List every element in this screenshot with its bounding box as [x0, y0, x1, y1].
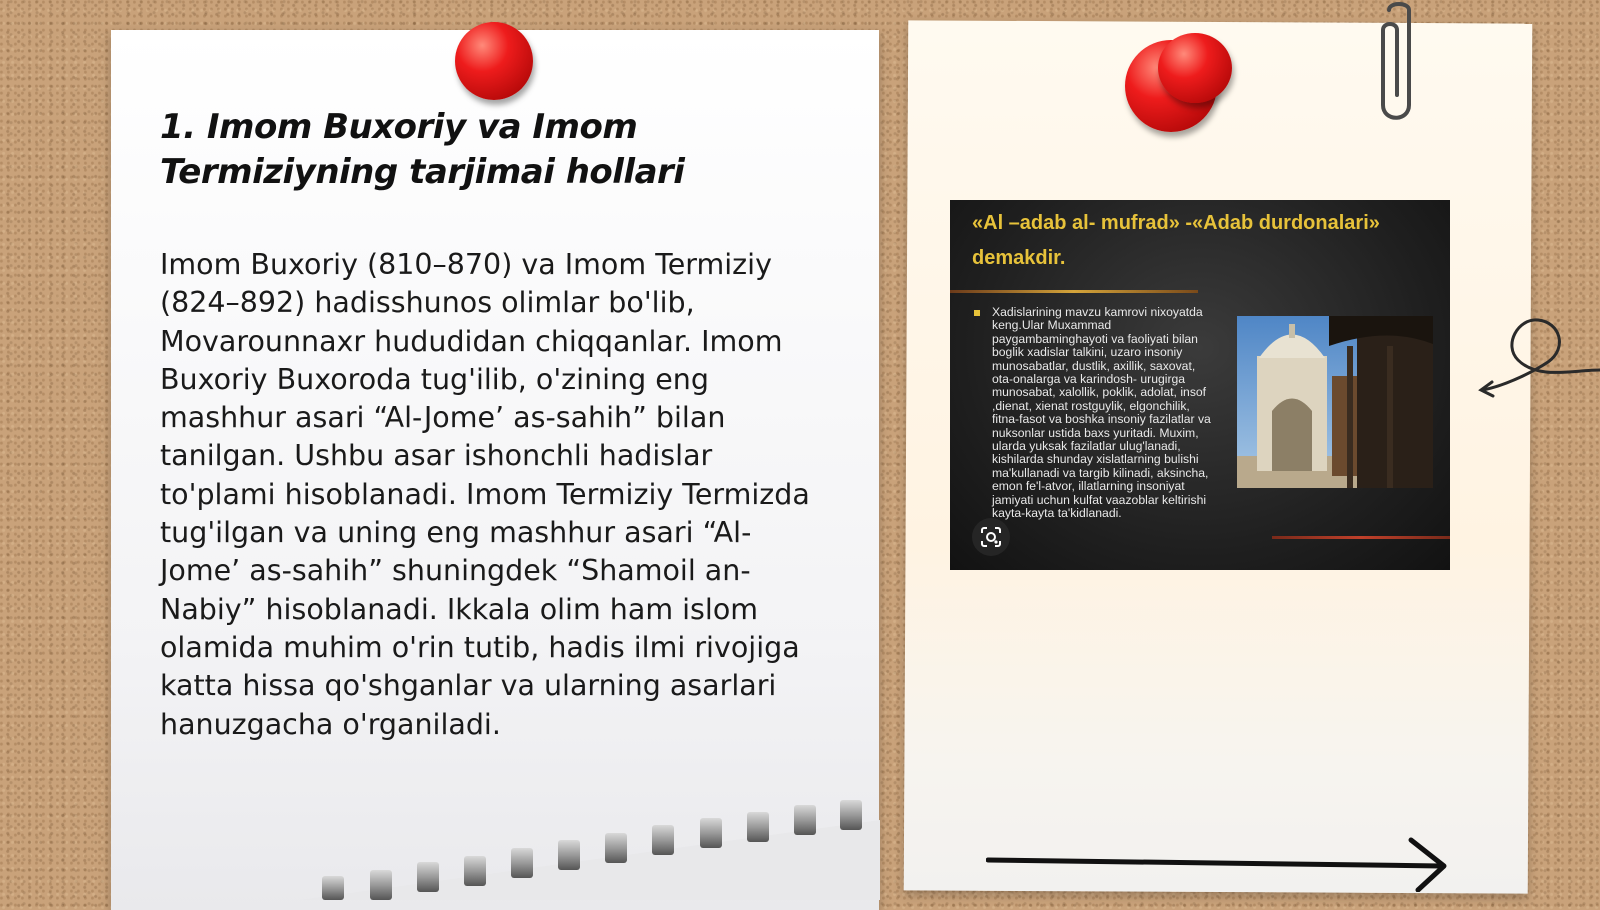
slide-divider	[950, 290, 1198, 293]
camera-search-icon	[979, 525, 1003, 549]
slide-image	[950, 200, 1450, 570]
loop-arrow-doodle	[1478, 310, 1600, 410]
slide-title: «Al –adab al- mufrad» -«Adab durdonalari» demakdir.	[972, 212, 1380, 269]
bullet-icon	[974, 310, 980, 316]
paperclip-icon	[1375, 0, 1419, 125]
slide-body-text: Xadislarining mavzu kamrovi nixoyatda keng.Ular Muxammad paygambaminghayoti va faoliyati bilan boglik xadislar talkini, uzaro insoniy munosabatlar, dustlik, axillik, saxovat, ota-onalarga va karindosh- urugirga munosabat, xalollik, poklik, adolat, insof ,dienat, xienat rostguylik, elgonchilik, fitna-fasot va boshka insoniy fazilatlar va nuksonlar ustida baxs yuritadi. Muxim, ularda yuksak fazilatlar ulug'lanadi, kishilarda shunday xislatlarning bulishi ma'kullanadi va targib kilinadi, aksincha, emon fe'l-atvor, illatlarning insoniyat jamiyati uchun kulfat vaazoblar keltirishi kayta-kayta ta'kidlanadi.	[992, 305, 1211, 521]
page-title: 1. Imom Buxoriy va Imom Termiziyning tarjimai hollari	[160, 107, 685, 192]
red-pushpin-icon	[1158, 33, 1232, 103]
mausoleum-photo	[1237, 316, 1433, 488]
torn-notebook-tabs	[300, 800, 880, 900]
right-arrow-icon	[986, 836, 1448, 892]
biography-text: Imom Buxoriy (810–870) va Imom Termiziy (824–892) hadisshunos olimlar bo'lib, Movarounnaxr hududidan chiqqanlar. Imom Buxoriy Buxoroda tug'ilib, o'zining eng mashhur asari “Al-Jome’ as-sahih” bilan tanilgan. Ushbu asar ishonchli hadislar to'plami hisoblanadi. Imom Termiziy Termizda tug'ilgan va uning eng mashhur asari “Al-Jome’ as-sahih” shuningdek “Shamoil an-Nabiy” hisoblanadi. Ikkala olim ham islom olamida muhim o'rin tutib, hadis ilmi rivojiga katta hissa qo'shganlar va ularning asarlari hanuzgacha o'rganiladi.	[160, 248, 810, 741]
google-lens-icon[interactable]	[972, 518, 1010, 556]
red-pushpin-icon	[455, 22, 533, 100]
slide-divider	[1272, 536, 1450, 539]
